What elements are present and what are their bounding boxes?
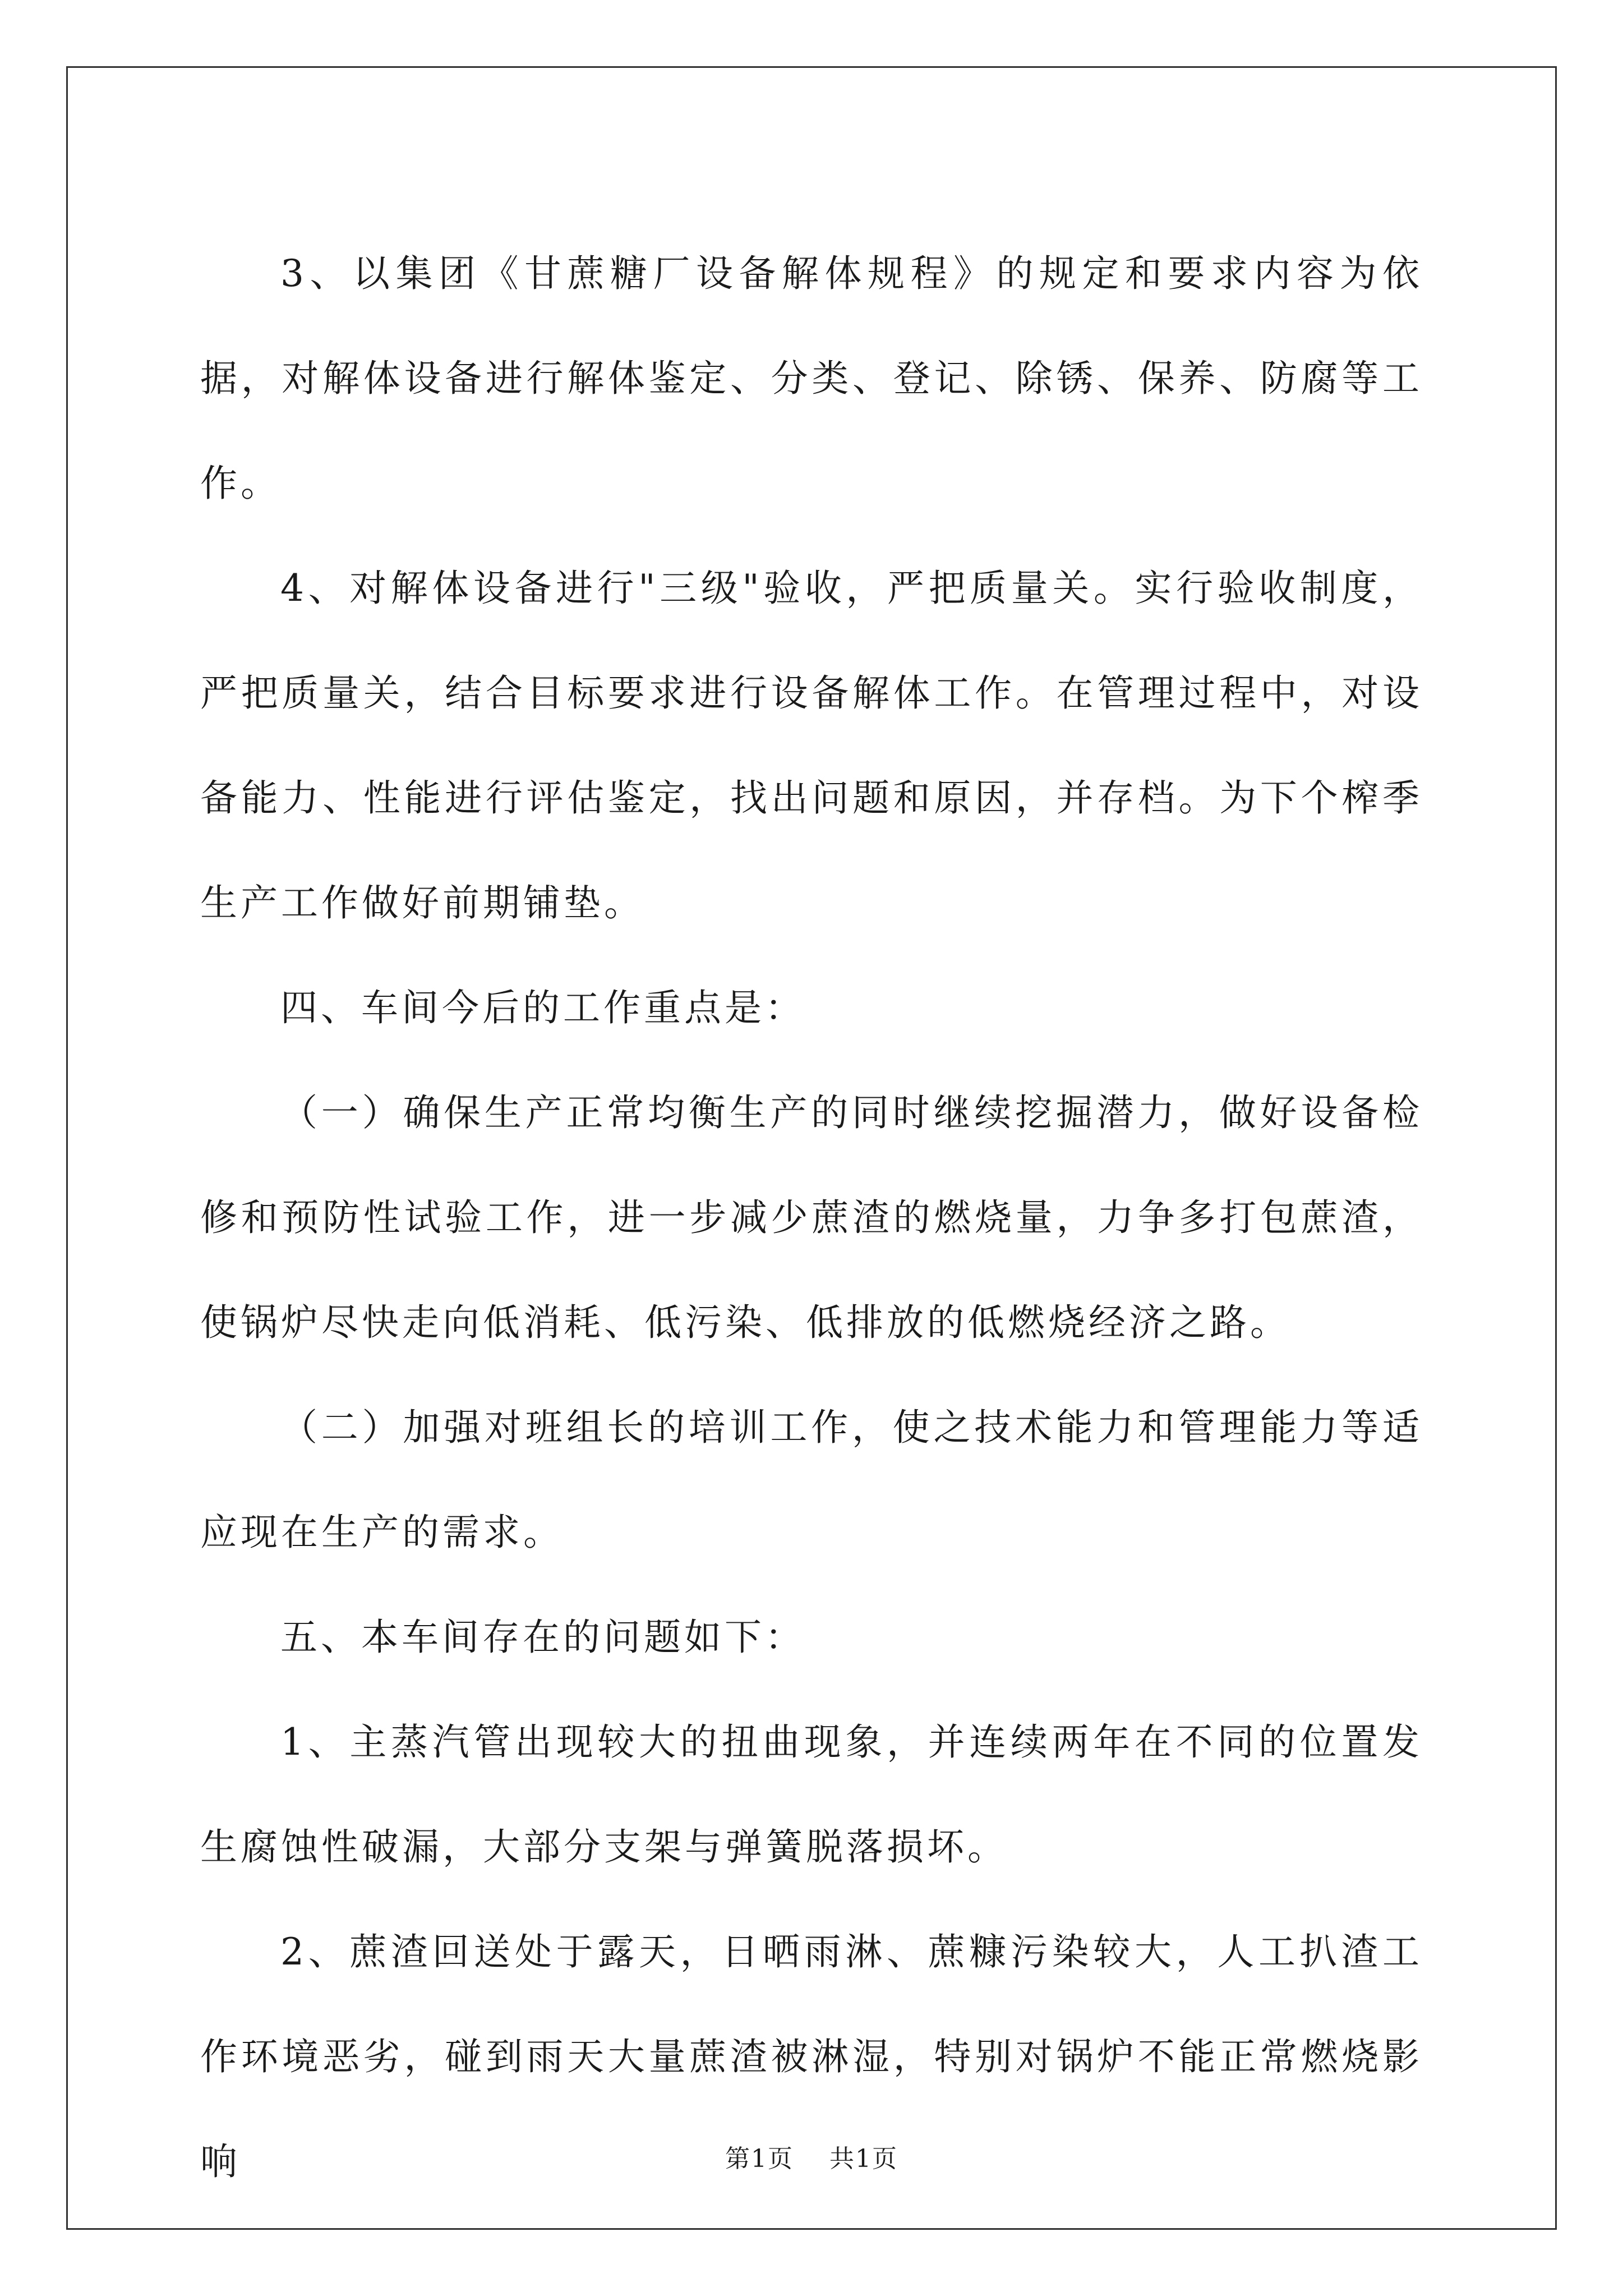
paragraph: 2、蔗渣回送处于露天，日晒雨淋、蔗糠污染较大，人工扒渣工作环境恶劣，碰到雨天大量蔗渣被淋湿，特别对锅炉不能正常燃烧影响 — [200, 1930, 1423, 2183]
document-body — [200, 221, 1423, 2214]
paragraph: 4、对解体设备进行"三级"验收，严把质量关。实行验收制度，严把质量关，结合目标要求进行设备解体工作。在管理过程中，对设备能力、性能进行评估鉴定，找出问题和原因，并存档。为下个榨季生产工作做好前期铺垫。 — [200, 567, 1423, 924]
paragraph: 3、以集团《甘蔗糖厂设备解体规程》的规定和要求内容为依据，对解体设备进行解体鉴定、分类、登记、除锈、保养、防腐等工作。 — [200, 252, 1423, 505]
page-total: 共1页 — [829, 2145, 898, 2173]
section-heading: 五、本车间存在的问题如下： — [280, 1616, 805, 1659]
page-number: 第1页 — [725, 2145, 794, 2173]
paragraph: 1、主蒸汽管出现较大的扭曲现象，并连续两年在不同的位置发生腐蚀性破漏，大部分支架与弹簧脱落损坏。 — [200, 1720, 1423, 1869]
section-heading: 四、车间今后的工作重点是： — [280, 986, 805, 1029]
paragraph: （一）确保生产正常均衡生产的同时继续挖掘潜力，做好设备检修和预防性试验工作，进一步减少蔗渣的燃烧量，力争多打包蔗渣，使锅炉尽快走向低消耗、低污染、低排放的低燃烧经济之路。 — [200, 1091, 1423, 1344]
page-footer — [0, 2138, 1623, 2174]
paragraph: （二）加强对班组长的培训工作，使之技术能力和管理能力等适应现在生产的需求。 — [200, 1406, 1423, 1554]
